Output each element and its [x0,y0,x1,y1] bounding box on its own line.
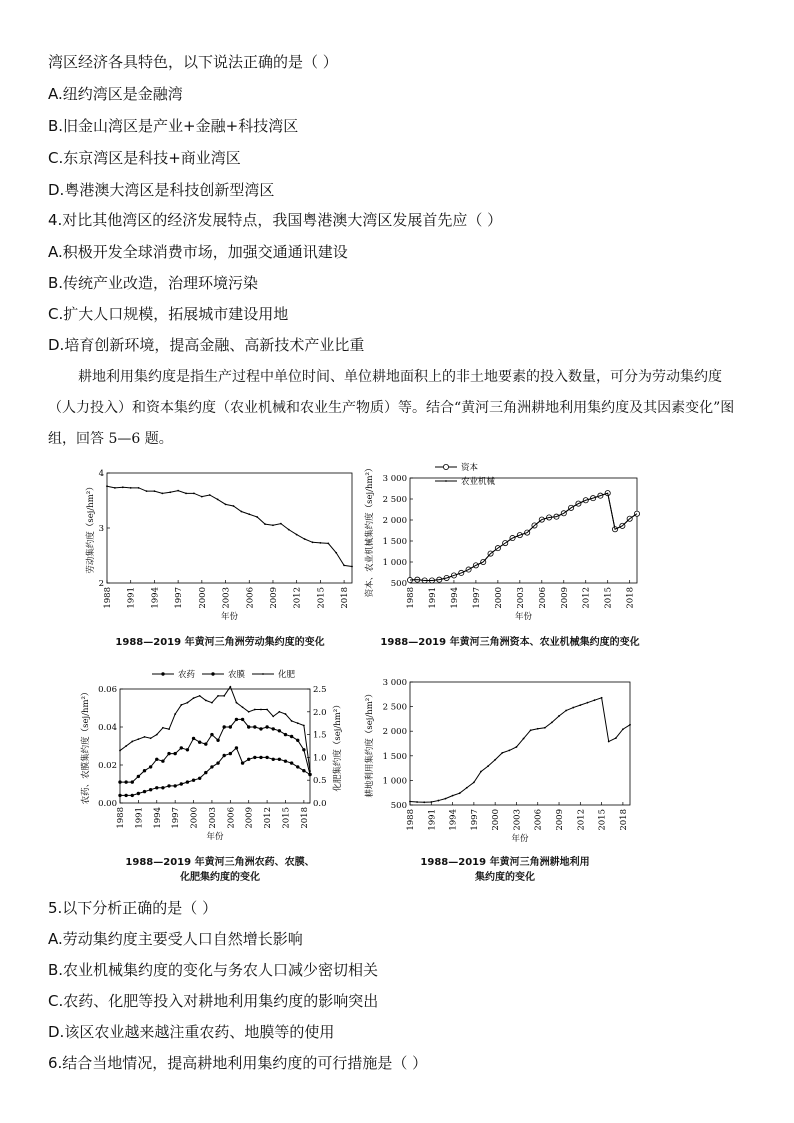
data-point [124,780,127,783]
data-point [241,761,244,764]
data-point [168,728,170,730]
x-axis-label: 年份 [220,612,239,622]
series-line-资本 [410,493,637,580]
data-point [177,490,179,492]
legend-marker [262,673,264,675]
data-point [259,756,262,759]
y-tick-label: 0.02 [98,761,117,771]
pesticide-caption-line-1: 1988—2019 年黄河三角洲农药、农膜、 [125,857,315,868]
data-point [343,565,345,567]
data-point [236,702,238,704]
x-tick-label: 1988 [103,587,113,609]
data-point [199,695,201,697]
y-tick-label: 2 000 [382,727,407,738]
land-use-chart-caption [360,855,650,885]
data-point [530,729,532,731]
pesticide-film-fertilizer-chart [80,667,360,852]
data-point [223,695,225,697]
data-point [594,699,596,701]
data-point [416,801,418,803]
data-point [247,758,250,761]
reading-passage: 耕地利用集约度是指生产过程中单位时间、单位耕地面积上的非土地要素的投入数量，可分为劳动集约度（人力投入）和资本集约度（农业机械和农业生产物质）等。结合“黄河三角洲耕地利用集约度及其因素变化”图组，回答 5—6 题。 [48,369,735,447]
data-point [114,487,116,489]
data-point [459,792,461,794]
data-point [278,729,281,732]
y-tick-label: 2 500 [382,702,407,713]
data-point [192,779,195,782]
data-point [143,769,146,772]
q5-option-a: A.劳动集约度主要受人口自然增长影响 [48,930,303,948]
data-point [174,713,176,715]
data-point [248,513,250,515]
data-point [445,798,447,800]
plot-frame [410,478,637,583]
data-point [265,756,268,759]
y-tick-label: 500 [390,579,407,589]
x-tick-label: 1997 [174,587,185,609]
y-tick-label: 3 000 [382,474,407,484]
x-tick-label: 1991 [427,809,438,831]
data-point [551,721,553,723]
data-point [508,749,510,751]
data-point [193,492,195,494]
data-point [537,728,539,730]
x-tick-label: 2015 [597,809,608,831]
data-point [217,499,219,501]
q3-option-b: B.旧金山湾区是产业+金融+科技湾区 [48,117,299,135]
data-point [253,756,256,759]
x-tick-label: 2003 [207,807,218,829]
data-point [319,542,321,544]
data-point [265,725,268,728]
data-point [501,752,503,754]
data-point [327,543,329,545]
y-right-tick-label: 1.5 [313,730,327,741]
legend-marker [211,672,214,675]
q3-stem: 湾区经济各具特色，以下说法正确的是（ ） [48,53,338,71]
x-tick-label: 2006 [226,807,237,829]
data-point [254,709,256,711]
data-point [124,794,127,797]
data-point [118,794,121,797]
legend-label: 农业机械 [461,477,496,487]
data-point [256,516,258,518]
data-point [296,739,299,742]
x-axis-label: 年份 [206,832,224,842]
data-point [335,552,337,554]
y-tick-label: 3 [98,524,104,534]
data-point [259,727,262,730]
y-tick-label: 2 500 [382,495,407,505]
data-point [466,787,468,789]
series-line-农药 [120,748,310,796]
data-point [229,752,232,755]
y-tick-label: 1 500 [382,751,407,762]
x-tick-label: 1994 [152,807,163,829]
x-tick-label: 2009 [555,809,566,831]
data-point [601,697,603,699]
y-right-tick-label: 0.0 [313,799,327,809]
y-tick-label: 0.06 [98,685,117,695]
data-point [423,801,425,803]
x-tick-label: 2009 [268,587,279,609]
data-point [572,707,574,709]
x-tick-label: 2015 [281,807,292,829]
x-tick-label: 1991 [427,587,438,609]
data-point [351,566,353,568]
data-point [480,771,482,773]
data-point [216,761,219,764]
data-point [204,742,207,745]
x-tick-label: 2003 [515,587,526,609]
land-use-intensity-chart [360,672,650,852]
data-point [302,748,305,751]
data-point [225,503,227,505]
data-point [205,700,207,702]
series-line-main [107,486,352,566]
data-point [131,794,134,797]
data-point [122,486,124,488]
y-tick-label: 1 500 [382,537,407,547]
data-point [494,759,496,761]
data-point [285,713,287,715]
data-point [291,720,293,722]
data-point [198,741,201,744]
data-point [167,752,170,755]
legend-label: 资本 [461,463,479,473]
y-tick-label: 500 [390,801,407,811]
q5-stem: 5.以下分析正确的是（ ） [48,899,218,917]
data-point [216,739,219,742]
data-point [308,773,311,776]
data-point [222,754,225,757]
plot-frame [120,689,310,803]
data-point [266,709,268,711]
legend-label: 化肥 [278,670,296,680]
x-tick-label: 2003 [512,809,523,831]
data-point [288,529,290,531]
data-point [235,746,238,749]
x-tick-label: 2000 [493,587,504,609]
data-point [312,541,314,543]
data-point [272,715,274,717]
q5-option-c: C.农药、化肥等投入对耕地利用集约度的影响突出 [48,992,379,1010]
y-tick-label: 2 [98,579,104,589]
y-tick-label: 0.00 [98,799,117,809]
y-tick-label: 2 000 [382,516,407,526]
data-point [155,758,158,761]
data-point [154,490,156,492]
data-point [296,765,299,768]
x-tick-label: 2003 [221,587,232,609]
data-point [487,765,489,767]
x-tick-label: 1991 [126,587,137,609]
series-line-农膜 [120,719,310,782]
labor-intensity-chart [80,465,360,625]
x-tick-label: 1988 [406,809,416,831]
data-point [229,686,231,688]
data-point [302,769,305,772]
y-right-tick-label: 2.0 [313,707,327,718]
data-point [272,727,275,730]
data-point [161,786,164,789]
data-point [452,795,454,797]
data-point [233,505,235,507]
data-point [409,801,411,803]
q3-option-c: C.东京湾区是科技+商业湾区 [48,149,241,167]
x-tick-label: 2012 [581,587,592,609]
legend-marker [443,464,448,469]
q4-option-b: B.传统产业改造，治理环境污染 [48,274,259,292]
data-point [131,741,133,743]
data-point [240,511,242,513]
x-tick-label: 2006 [537,587,548,609]
data-point [278,711,280,713]
series-line-农业机械 [410,493,637,580]
x-tick-label: 1997 [171,807,182,829]
data-point [180,746,183,749]
data-point [156,734,158,736]
data-point [217,695,219,697]
pesticide-caption-line-2: 化肥集约度的变化 [180,872,260,883]
x-tick-label: 2012 [576,809,587,831]
q5-option-d: D.该区农业越来越注重农药、地膜等的使用 [48,1023,335,1041]
data-point [211,702,213,704]
data-point [186,748,189,751]
data-point [241,718,244,721]
data-point [247,725,250,728]
data-point [192,737,195,740]
q4-option-c: C.扩大人口规模，拓展城市建设用地 [48,305,289,323]
x-tick-label: 2006 [533,809,544,831]
data-point [146,490,148,492]
x-tick-label: 2009 [559,587,570,609]
x-tick-label: 1994 [449,587,460,609]
y-axis-label: 农药、农膜集约度（sej/hm²） [81,687,91,805]
data-point [149,765,152,768]
x-tick-label: 2009 [244,807,255,829]
x-tick-label: 2012 [292,587,303,609]
x-tick-label: 2012 [263,807,274,829]
data-point [137,775,140,778]
y-right-axis-label: 化肥集约度（sej/hm²） [333,700,343,792]
data-point [209,494,211,496]
data-point [185,492,187,494]
q4-option-d: D.培育创新环境，提高金融、高新技术产业比重 [48,336,365,354]
data-point [229,725,232,728]
x-tick-label: 1997 [469,809,480,831]
y-tick-label: 4 [98,469,104,479]
data-point [149,788,152,791]
data-point [272,524,274,526]
q5-option-b: B.农业机械集约度的变化与务农人口减少密切相关 [48,961,379,979]
x-tick-label: 2018 [299,807,310,829]
y-axis-label: 资本、农业机械集约度（sej/hm²） [365,463,375,598]
data-point [608,741,610,743]
data-point [516,746,518,748]
q6-stem: 6.结合当地情况，提高耕地利用集约度的可行措施是（ ） [48,1054,428,1072]
data-point [473,781,475,783]
land-use-caption-line-2: 集约度的变化 [475,872,535,883]
data-point [622,728,624,730]
data-point [272,758,275,761]
data-point [430,801,432,803]
data-point [309,770,311,772]
x-axis-label: 年份 [514,612,533,622]
data-point [106,485,108,487]
data-point [155,786,158,789]
x-tick-label: 2000 [491,809,502,831]
data-point [137,792,140,795]
data-point [162,727,164,729]
y-axis-label: 耕地利用集约度（sej/hm²） [365,689,375,798]
data-point [119,750,121,752]
x-tick-label: 2015 [316,587,327,609]
capital-machinery-chart [355,462,655,628]
data-point [290,735,293,738]
data-point [180,704,182,706]
y-right-tick-label: 1.0 [313,753,327,764]
q3-option-d: D.粤港澳大湾区是科技创新型湾区 [48,181,275,199]
data-point [615,737,617,739]
capital-chart-caption: 1988—2019 年黄河三角洲资本、农业机械集约度的变化 [380,637,640,648]
data-point [118,780,121,783]
data-point [242,706,244,708]
legend-marker [445,480,447,482]
data-point [193,697,195,699]
x-tick-label: 2000 [189,807,200,829]
q4-stem: 4.对比其他湾区的经济发展特点，我国粤港澳大湾区发展首先应（ ） [48,211,503,229]
data-point [264,523,266,525]
pesticide-chart-caption [80,855,360,885]
q4-option-a: A.积极开发全球消费市场，加强交通通讯建设 [48,243,348,261]
data-point [204,771,207,774]
y-tick-label: 0.04 [98,723,117,733]
x-tick-label: 1994 [150,587,161,609]
data-point [173,752,176,755]
data-point [523,738,525,740]
data-point [587,702,589,704]
data-point [248,711,250,713]
data-point [167,784,170,787]
series-line-main [410,698,630,803]
y-tick-label: 3 000 [382,678,407,688]
x-tick-label: 1994 [448,809,459,831]
data-point [544,727,546,729]
data-point [187,702,189,704]
data-point [565,710,567,712]
x-axis-label: 年份 [511,834,529,844]
x-tick-label: 2000 [197,587,208,609]
data-point [131,780,134,783]
data-point [284,760,287,763]
x-tick-label: 2018 [340,587,351,609]
data-point [201,496,203,498]
data-point [296,534,298,536]
data-point [169,491,171,493]
data-point [235,718,238,721]
data-point [303,725,305,727]
y-right-tick-label: 0.5 [313,776,327,787]
data-point [137,738,139,740]
data-point [180,782,183,785]
q3-option-a: A.纽约湾区是金融湾 [48,85,183,103]
data-point [297,722,299,724]
x-tick-label: 2018 [618,809,629,831]
legend-label: 农膜 [228,670,246,680]
x-tick-label: 1988 [116,807,126,829]
data-point [150,737,152,739]
data-point [629,724,631,726]
data-point [278,758,281,761]
data-point [558,715,560,717]
series-line-化肥 [120,687,310,771]
data-point [198,777,201,780]
data-point [290,761,293,764]
data-point [144,736,146,738]
labor-chart-caption: 1988—2019 年黄河三角洲劳动集约度的变化 [115,637,325,648]
y-right-tick-label: 2.5 [313,685,327,695]
legend-marker [161,672,164,675]
y-axis-label: 劳动集约度（sej/hm²） [86,482,96,574]
data-point [260,709,262,711]
x-tick-label: 1988 [406,587,416,609]
data-point [186,780,189,783]
data-point [579,704,581,706]
data-point [284,733,287,736]
data-point [210,733,213,736]
y-tick-label: 1 000 [382,776,407,787]
data-point [437,800,439,802]
data-point [280,523,282,525]
data-point [210,765,213,768]
x-tick-label: 2015 [603,587,614,609]
y-tick-label: 1 000 [382,558,407,568]
data-point [161,492,163,494]
x-tick-label: 2018 [625,587,636,609]
data-point [161,760,164,763]
x-tick-label: 2006 [245,587,256,609]
data-point [130,487,132,489]
x-tick-label: 1997 [471,587,482,609]
legend-label: 农药 [178,670,196,680]
data-point [304,538,306,540]
data-point [222,725,225,728]
x-tick-label: 1991 [134,807,145,829]
data-point [125,745,127,747]
land-use-caption-line-1: 1988—2019 年黄河三角洲耕地利用 [420,857,590,868]
data-point [173,784,176,787]
data-point [253,725,256,728]
data-point [138,487,140,489]
data-point [143,790,146,793]
